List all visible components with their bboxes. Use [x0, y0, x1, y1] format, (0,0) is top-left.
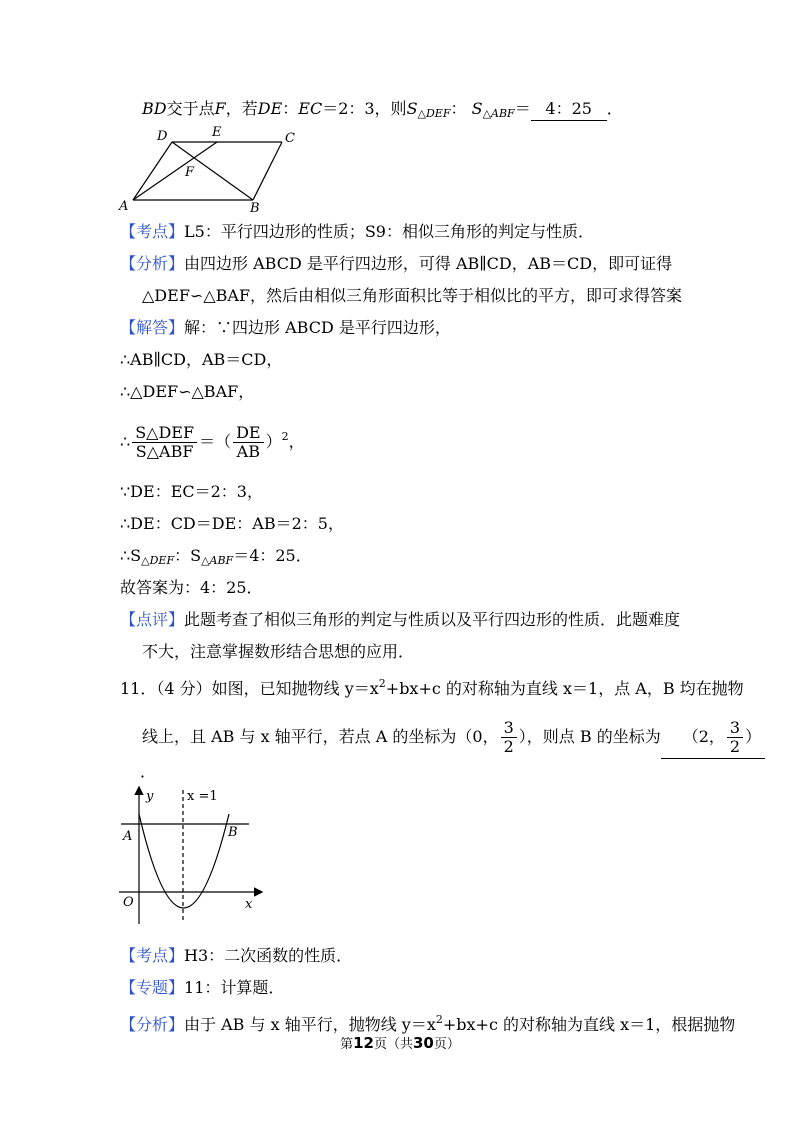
- q11-stem-line1: 11．（4 分）如图，已知抛物线 $y=x^2+bx+c$ 的对称轴为直线 x＝1，点 A，B 均在抛物: [120, 677, 744, 698]
- q10-intro-line: BD交于点F，若DE：EC＝2：3，则$S_{\triangle DEF}$： $S_{\triangle ABF}= 4$：25 ．: [142, 99, 623, 120]
- q11-stem-dot: ．: [140, 762, 157, 781]
- q11-fenxi: 【分析】由于 AB 与 x 轴平行，抛物线 $y=x^2+bx+c$ 的对称轴为直线 x＝1，根据抛物: [120, 1013, 736, 1034]
- q10-answer-blank: 4：25: [531, 98, 607, 121]
- q10-dianping: 【点评】此题考查了相似三角形的判定与性质以及平行四边形的性质．此题难度: [120, 610, 681, 629]
- q11-stem-line2: 线上，且 AB 与 x 轴平行，若点 A 的坐标为（0， $\frac{3}{2}$ ），则点 B 的坐标为 （2， $\frac{3}{2}$ ）: [142, 716, 765, 759]
- parallelogram-figure: [115, 124, 315, 214]
- parabola-figure: [115, 784, 270, 932]
- q10-step1: ∴AB∥CD，AB＝CD，: [120, 350, 283, 369]
- label-B: B: [250, 201, 260, 214]
- q10-jieda: 【解答】解：∵四边形 ABCD 是平行四边形，: [120, 318, 451, 337]
- label-point-A: A: [123, 829, 133, 844]
- label-point-B: B: [228, 825, 238, 840]
- q10-answer-line: 故答案为：4：25．: [120, 578, 263, 597]
- q10-step5: ∴DE：CD＝DE：AB＝2：5，: [120, 514, 344, 533]
- q10-step4: ∵DE：EC＝2：3，: [120, 482, 263, 501]
- page-footer: 第12页（共30页）: [340, 1034, 460, 1052]
- label-F: F: [185, 165, 195, 180]
- label-origin: O: [123, 895, 134, 910]
- label-D: D: [157, 129, 168, 144]
- label-x-axis: x: [245, 897, 253, 912]
- label-A: A: [119, 199, 129, 214]
- label-symmetry-axis: x =1: [187, 789, 218, 804]
- q10-step3-formula: ∴ $\frac{\text{S△DEF}}{\text{S△ABF}}$ ＝（ $\frac{DE}{AB}$ ）$^2$，: [120, 423, 305, 461]
- label-y-axis: y: [146, 789, 154, 804]
- point-a-y-fraction: $\frac{3}{2}$: [501, 719, 517, 756]
- q10-step2: ∴△DEF∽△BAF，: [120, 382, 255, 401]
- label-E: E: [212, 125, 222, 140]
- side-ratio-fraction: $\frac{DE}{AB}$: [233, 424, 264, 461]
- q10-kaodian: 【考点】L5：平行四边形的性质；S9：相似三角形的判定与性质．: [120, 222, 594, 241]
- label-C: C: [285, 131, 295, 146]
- q10-fenxi: 【分析】由四边形 ABCD 是平行四边形，可得 AB∥CD，AB＝CD，即可证得: [120, 254, 673, 273]
- q11-kaodian: 【考点】H3：二次函数的性质．: [120, 946, 353, 965]
- q11-answer-blank: （2， $\frac{3}{2}$ ）: [661, 716, 765, 759]
- q10-fenxi-cont: △DEF∽△BAF，然后由相似三角形面积比等于相似比的平方，即可求得答案: [142, 286, 683, 305]
- q10-step6: $\therefore S_{\triangle DEF}$：$S_{\triangle ABF}=4$：25．: [120, 546, 312, 567]
- q11-zhuanti: 【专题】11：计算题．: [120, 978, 285, 997]
- area-ratio-fraction: $\frac{\text{S△DEF}}{\text{S△ABF}}$: [132, 424, 197, 461]
- q10-dianping-cont: 不大，注意掌握数形结合思想的应用．: [142, 642, 415, 661]
